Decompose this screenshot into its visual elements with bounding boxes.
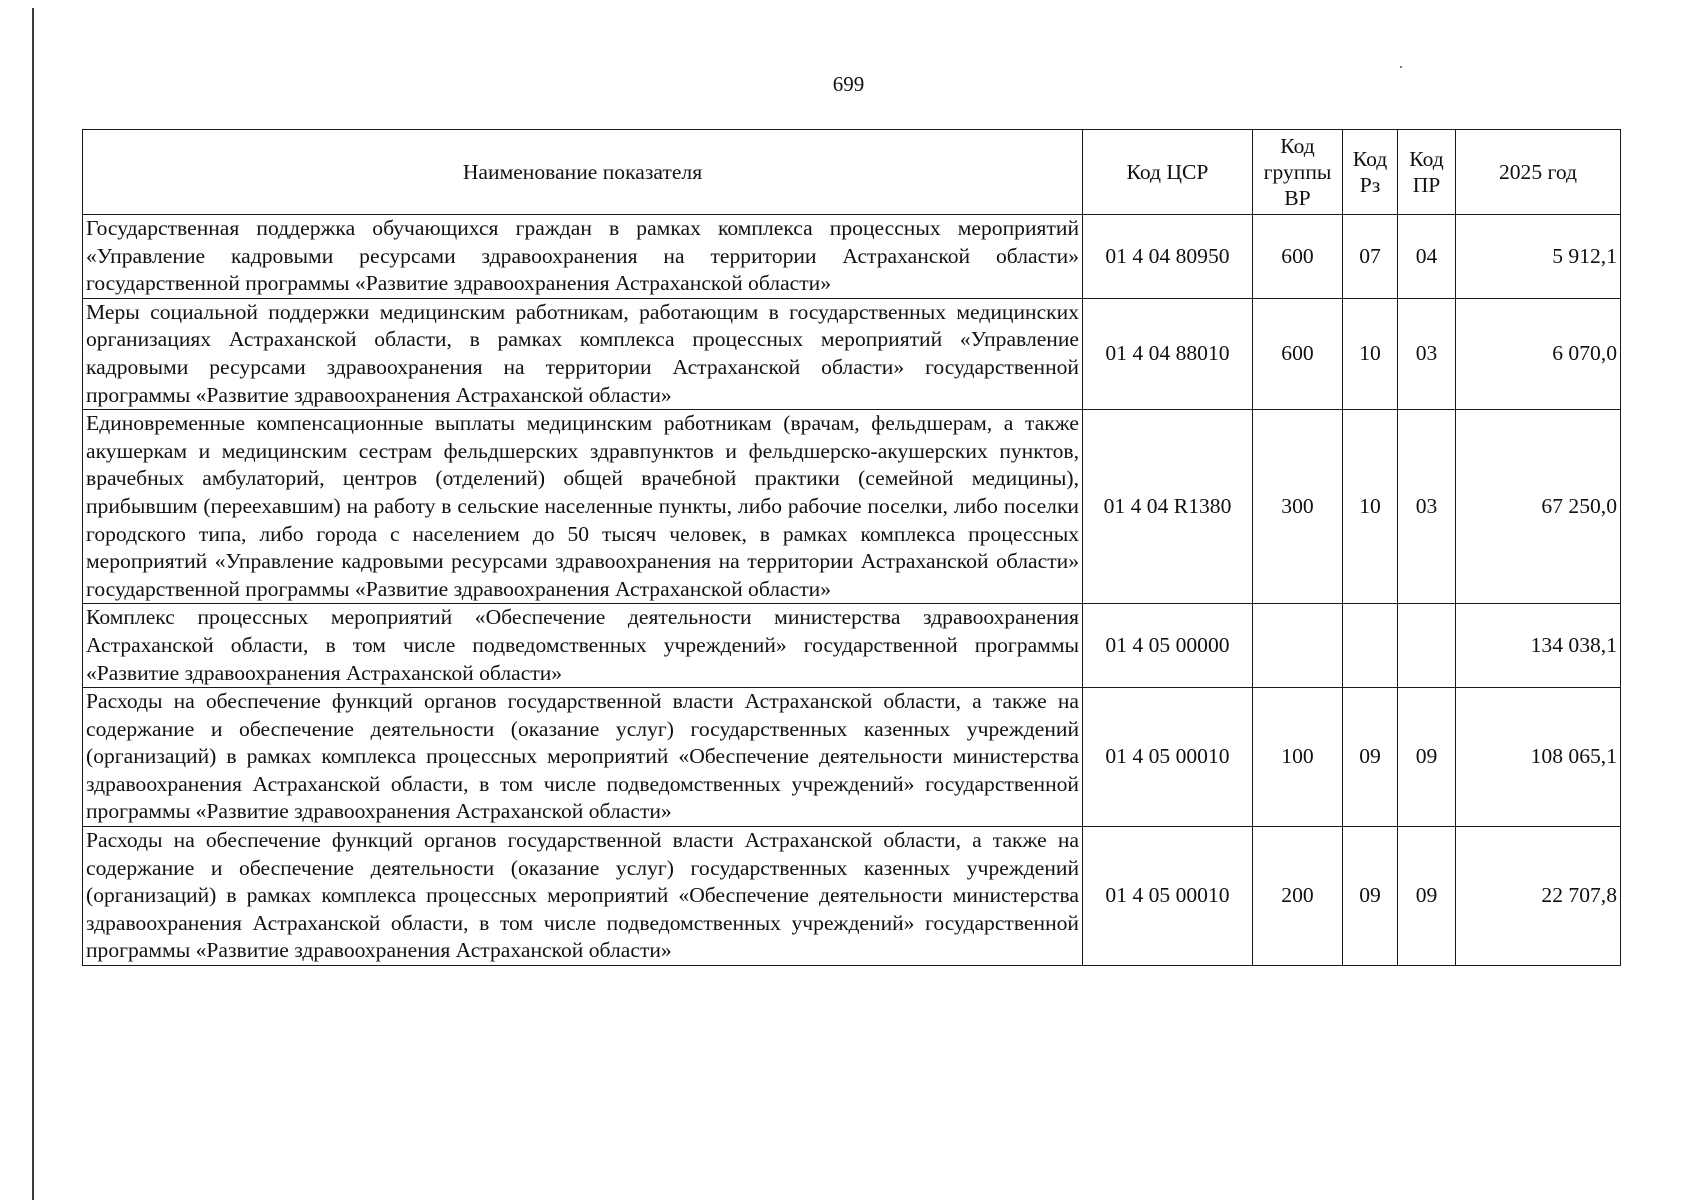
row-csr: 01 4 04 88010: [1083, 298, 1253, 409]
table-row: [83, 410, 1621, 604]
header-csr: Код ЦСР: [1083, 130, 1253, 215]
table-header: [83, 130, 1621, 215]
row-name: Расходы на обеспечение функций органов государственной власти Астраханской области, а также на содержание и обеспечение деятельности (оказание услуг) государственных казенных учреждений (организаций) в рамках комплекса процессных мероприятий «Обеспечение деятельности министерства здравоохранения Астраханской области, в том числе подведомственных учреждений» государственной программы «Развитие здравоохранения Астраханской области»: [83, 688, 1083, 827]
row-amount: 67 250,0: [1456, 410, 1621, 604]
budget-table: [82, 129, 1621, 966]
row-name: Единовременные компенсационные выплаты медицинским работникам (врачам, фельдшерам, а также акушеркам и медицинским сестрам фельдшерских здравпунктов и фельдшерско-акушерских пунктов, врачебных амбулаторий, центров (отделений) общей врачебной практики (семейной медицины), прибывшим (переехавшим) на работу в сельские населенные пункты, либо рабочие поселки, либо поселки городского типа, либо города с населением до 50 тысяч человек, в рамках комплекса процессных мероприятий «Управление кадровыми ресурсами здравоохранения на территории Астраханской области» государственной программы «Развитие здравоохранения Астраханской области»: [83, 410, 1083, 604]
row-vr: 600: [1253, 298, 1343, 409]
table-row: [83, 604, 1621, 688]
row-rz: [1343, 604, 1398, 688]
row-rz: 07: [1343, 215, 1398, 299]
row-rz: 10: [1343, 410, 1398, 604]
row-pr: 09: [1398, 688, 1456, 827]
row-pr: 03: [1398, 298, 1456, 409]
row-pr: 09: [1398, 827, 1456, 966]
row-pr: 03: [1398, 410, 1456, 604]
header-name: Наименование показателя: [83, 130, 1083, 215]
header-vr: Код группы ВР: [1253, 130, 1343, 215]
row-amount: 5 912,1: [1456, 215, 1621, 299]
row-amount: 108 065,1: [1456, 688, 1621, 827]
header-amount: 2025 год: [1456, 130, 1621, 215]
row-vr: 200: [1253, 827, 1343, 966]
row-csr: 01 4 05 00010: [1083, 688, 1253, 827]
table-row: [83, 688, 1621, 827]
row-csr: 01 4 04 R1380: [1083, 410, 1253, 604]
scan-speck: [1400, 66, 1402, 68]
row-name: Меры социальной поддержки медицинским работникам, работающим в государственных медицинских организациях Астраханской области, в рамках комплекса процессных мероприятий «Управление кадровыми ресурсами здравоохранения на территории Астраханской области» государственной программы «Развитие здравоохранения Астраханской области»: [83, 298, 1083, 409]
page-number: 699: [832, 72, 865, 96]
row-name: Государственная поддержка обучающихся граждан в рамках комплекса процессных мероприятий «Управление кадровыми ресурсами здравоохранения на территории Астраханской области» государственной программы «Развитие здравоохранения Астраханской области»: [83, 215, 1083, 299]
row-vr: 100: [1253, 688, 1343, 827]
row-pr: [1398, 604, 1456, 688]
row-name: Расходы на обеспечение функций органов государственной власти Астраханской области, а также на содержание и обеспечение деятельности (оказание услуг) государственных казенных учреждений (организаций) в рамках комплекса процессных мероприятий «Обеспечение деятельности министерства здравоохранения Астраханской области, в том числе подведомственных учреждений» государственной программы «Развитие здравоохранения Астраханской области»: [83, 827, 1083, 966]
row-vr: 300: [1253, 410, 1343, 604]
table-row: [83, 827, 1621, 966]
row-csr: 01 4 05 00000: [1083, 604, 1253, 688]
row-csr: 01 4 05 00010: [1083, 827, 1253, 966]
row-name: Комплекс процессных мероприятий «Обеспечение деятельности министерства здравоохранения Астраханской области, в том числе подведомственных учреждений» государственной программы «Развитие здравоохранения Астраханской области»: [83, 604, 1083, 688]
row-csr: 01 4 04 80950: [1083, 215, 1253, 299]
row-pr: 04: [1398, 215, 1456, 299]
row-amount: 22 707,8: [1456, 827, 1621, 966]
binding-margin-line: [32, 8, 34, 1200]
header-rz: Код Рз: [1343, 130, 1398, 215]
row-vr: 600: [1253, 215, 1343, 299]
table-body: [83, 215, 1621, 966]
row-rz: 09: [1343, 688, 1398, 827]
table-row: [83, 298, 1621, 409]
header-pr: Код ПР: [1398, 130, 1456, 215]
row-rz: 09: [1343, 827, 1398, 966]
table-row: [83, 215, 1621, 299]
row-amount: 6 070,0: [1456, 298, 1621, 409]
row-vr: [1253, 604, 1343, 688]
row-rz: 10: [1343, 298, 1398, 409]
row-amount: 134 038,1: [1456, 604, 1621, 688]
header-row: [83, 130, 1621, 215]
